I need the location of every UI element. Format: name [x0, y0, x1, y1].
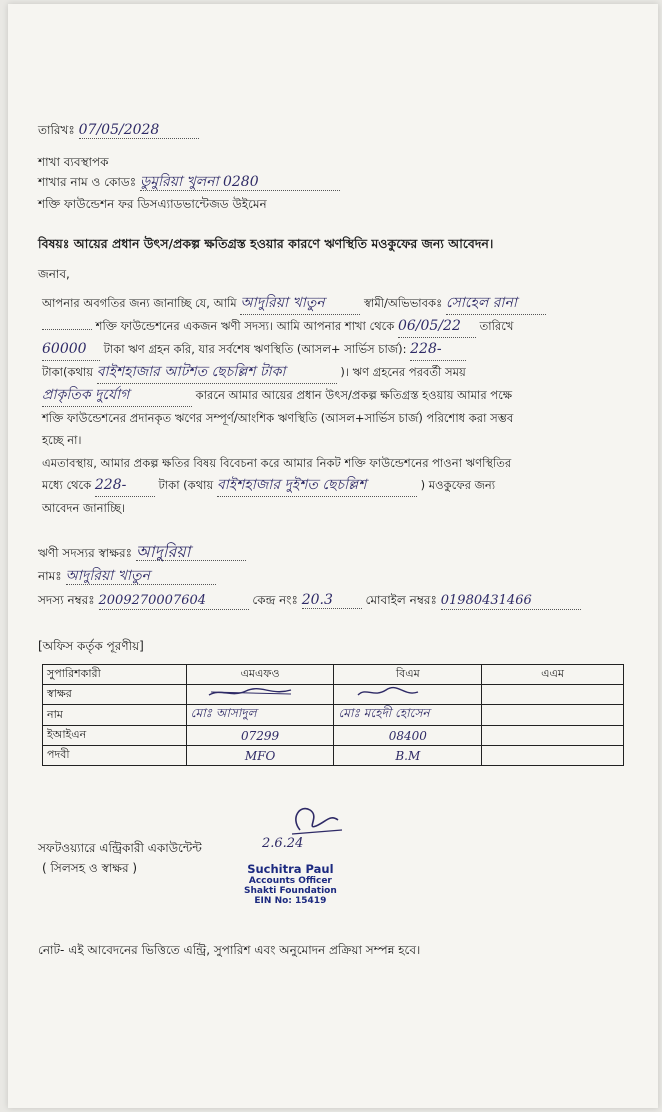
note: নোট- এই আবেদনের ভিত্তিতে এন্ট্রি, সুপারিশ এবং অনুমোদন প্রক্রিয়া সম্পন্ন হবে।: [38, 943, 421, 957]
damage-reason: প্রাকৃতিক দুর্যোগ: [42, 384, 192, 407]
member-name: আদুরিয়া খাতুন: [66, 568, 216, 585]
guardian-name: সোহেল রানা: [446, 292, 546, 315]
branch-value: ডুমুরিয়া খুলনা 0280: [140, 174, 340, 191]
signature-scribble-icon: [338, 686, 458, 700]
org-line: শক্তি ফাউন্ডেশন ফর ডিসএ্যাডভান্টেজড উইমেন: [38, 197, 267, 211]
row-label: নাম: [43, 705, 187, 726]
applicant-name: আদুরিয়া খাতুন: [240, 292, 360, 315]
waiver-words: বাইশহাজার দুইশত ছেচল্লিশ: [217, 474, 417, 497]
row-label: স্বাক্ষর: [43, 685, 187, 705]
member-signature: আদুরিয়া: [136, 544, 246, 561]
center-number: 20.3: [302, 592, 362, 609]
subject: বিষয়ঃ আয়ের প্রধান উৎস/প্রকল্প ক্ষতিগ্রস্ত হওয়ার কারণে ঋণস্থিতি মওকুফের জন্য আবেদন।: [38, 236, 494, 251]
member-number-line: সদস্য নম্বরঃ 2009270007604 কেন্দ্র নংঃ 20.3 মোবাইল নম্বরঃ 01980431466: [38, 592, 581, 610]
loan-date: 06/05/22: [398, 315, 476, 338]
accounts-officer-stamp: Suchitra Paul Accounts Officer Shakti Foundation EIN No: 15419: [244, 862, 337, 906]
balance-words: বাইশহাজার আটশত ছেচল্লিশ টাকা: [97, 361, 337, 384]
bm-signature: [334, 685, 482, 705]
member-number: 2009270007604: [99, 593, 249, 610]
office-heading: [অফিস কর্তৃক পূরণীয়]: [38, 639, 144, 653]
accountant-seal-note: ( সিলসহ ও স্বাক্ষর ): [42, 861, 138, 875]
member-name-line: নামঃ আদুরিয়া খাতুন: [38, 568, 216, 585]
bm-designation: B.M: [334, 746, 482, 766]
branch-manager: শাখা ব্যবস্থাপক: [38, 155, 109, 169]
accountant-sign-date: 2.6.24: [262, 836, 304, 851]
table-header-cell: এএম: [482, 665, 624, 685]
balance-amount: 228-: [410, 338, 466, 361]
date-line: তারিখঃ 07/05/2028: [38, 122, 199, 139]
row-label: পদবী: [43, 746, 187, 766]
paragraph-2: এমতাবস্থায়, আমার প্রকল্প ক্ষতির বিষয় বিবেচনা করে আমার নিকট শক্তি ফাউন্ডেশনের পাওনা ঋণস্থিতির মধ্যে থেকে 228- টাকা (কথায় বাইশহাজার দুইশত ছেচল্লিশ ) মওকুফের জন্য আবেদন জানাচ্ছি।: [42, 456, 512, 515]
table-row: [43, 705, 624, 726]
table-row: [43, 726, 624, 746]
bm-ein: 08400: [334, 726, 482, 746]
paragraph-1: আপনার অবগতির জন্য জানাচ্ছি যে, আমি আদুরিয়া খাতুন স্বামী/অভিভাবকঃ সোহেল রানা শক্তি ফাউন্ডেশনের একজন ঋণী সদস্য। আমি আপনার শাখা থেকে 06/05/22 তারিখে 60000 টাকা ঋণ গ্রহন করি, যার সর্বশেষ ঋণস্থিতি (আসল+ সার্ভিস চার্জ): 228- টাকা(কথায় বাইশহাজার আটশত ছেচল্লিশ টাকা )। ঋণ গ্রহনের পরবর্তী সময় প্রাকৃতিক দুর্যোগ কারনে আমার আয়ের প্রধান উৎস/প্রকল্প ক্ষতিগ্রস্ত হওয়ায় আমার পক্ষে শক্তি ফাউন্ডেশনের প্রদানকৃত ঋণের সম্পূর্ণ/আংশিক ঋণস্থিতি (আসল+সার্ভিস চার্জ) পরিশোধ করা সম্ভব হচ্ছে না।: [42, 292, 632, 451]
accountant-label: সফটওয়্যারে এন্ট্রিকারী একাউন্টেন্ট: [38, 841, 202, 855]
bm-name: মোঃ মহেদী হোসেন: [334, 705, 482, 726]
loan-amount: 60000: [42, 338, 100, 361]
mfo-ein: 07299: [186, 726, 334, 746]
mfo-signature: [186, 685, 334, 705]
date-value: 07/05/2028: [79, 122, 199, 139]
branch-line: শাখার নাম ও কোডঃ ডুমুরিয়া খুলনা 0280: [38, 174, 340, 191]
table-header-row: [43, 665, 624, 685]
office-table: [42, 664, 624, 766]
application-form: [8, 4, 658, 1108]
mfo-designation: MFO: [186, 746, 334, 766]
mobile-number: 01980431466: [441, 593, 581, 610]
salutation: জনাব,: [38, 267, 70, 281]
table-header-cell: এমএফও: [186, 665, 334, 685]
waiver-amount: 228-: [95, 474, 155, 497]
table-row: [43, 746, 624, 766]
row-label: ইআইএন: [43, 726, 187, 746]
signature-scribble-icon: [191, 686, 311, 700]
member-signature-line: ঋণী সদস্যর স্বাক্ষরঃ আদুরিয়া: [38, 544, 246, 561]
table-header-cell: সুপারিশকারী: [43, 665, 187, 685]
mfo-name: মোঃ আসাদুল: [186, 705, 334, 726]
table-header-cell: বিএম: [334, 665, 482, 685]
table-row: [43, 685, 624, 705]
